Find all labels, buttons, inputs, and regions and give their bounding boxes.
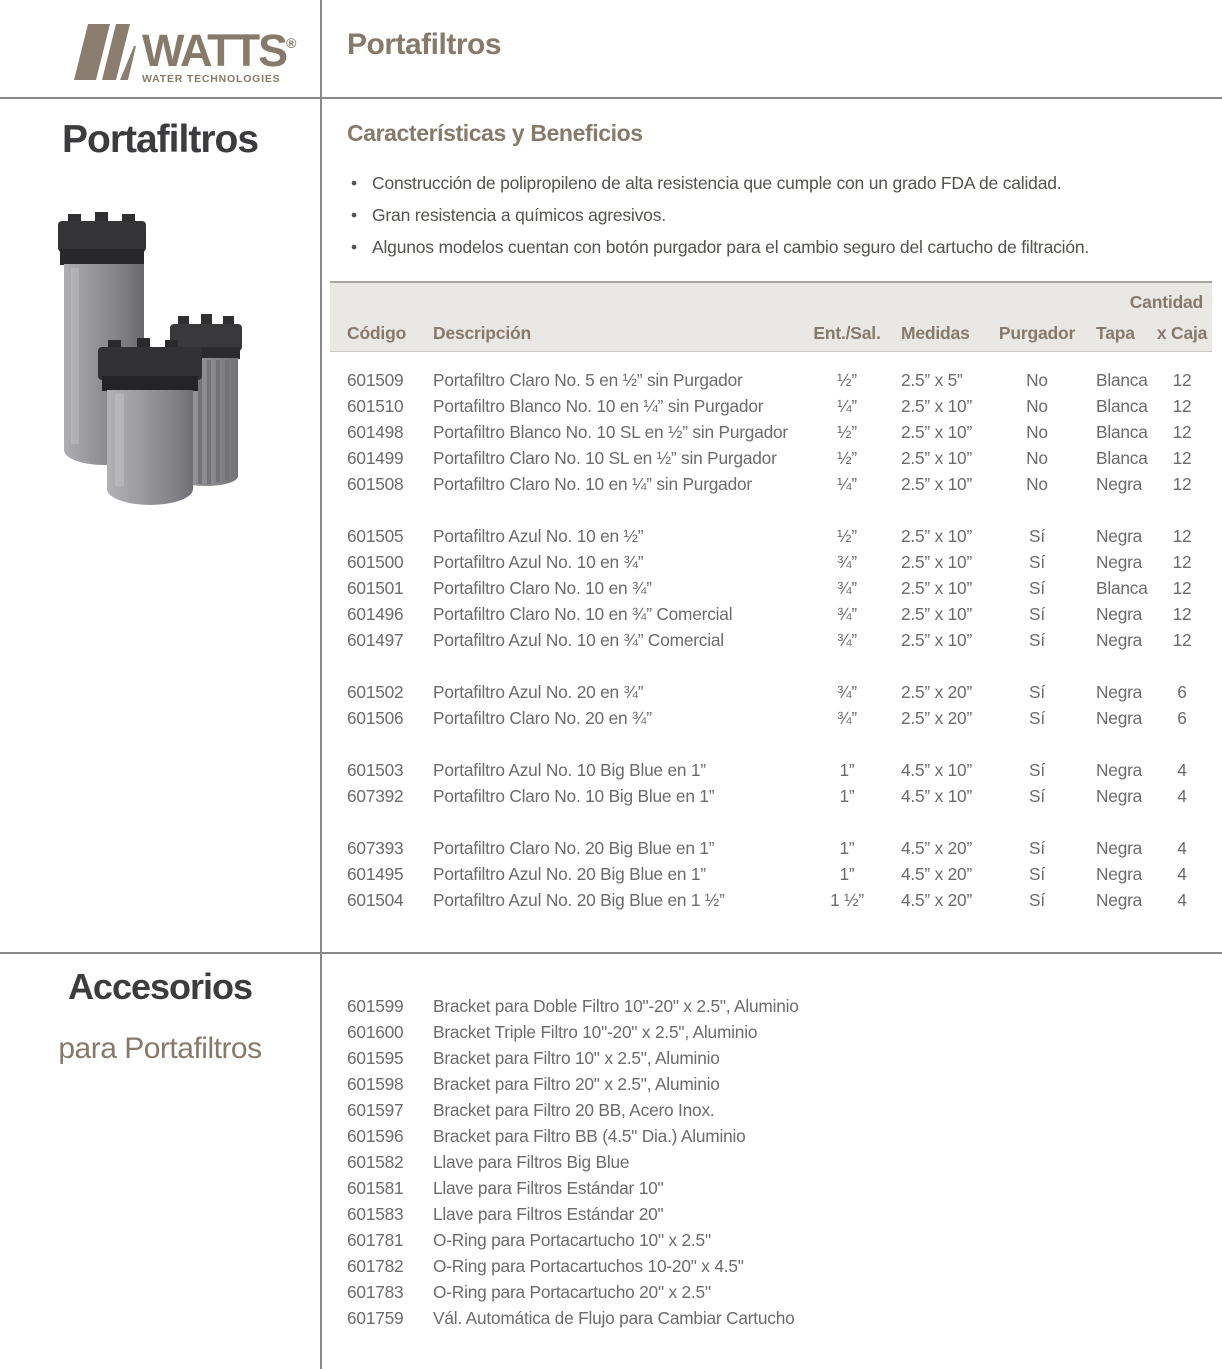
cell-dimensions: 4.5” x 20” — [901, 838, 972, 858]
header-purge: Purgador — [998, 323, 1076, 343]
accessory-code: 601782 — [347, 1256, 404, 1276]
brand-tagline: WATER TECHNOLOGIES — [142, 73, 281, 85]
sidebar-accessories-subtitle: para Portafiltros — [58, 1032, 262, 1065]
cell-code: 601498 — [347, 422, 404, 442]
cell-code: 601505 — [347, 526, 404, 546]
cell-description: Portafiltro Claro No. 10 en ¼” sin Purgador — [433, 474, 752, 494]
cell-description: Portafiltro Azul No. 10 en ¾” Comercial — [433, 630, 724, 650]
features-section — [347, 120, 1212, 263]
accessory-description: Llave para Filtros Estándar 10" — [433, 1178, 664, 1198]
cell-qty: 12 — [1172, 448, 1192, 468]
cell-dimensions: 2.5” x 10” — [901, 396, 972, 416]
cell-cap: Negra — [1096, 864, 1143, 884]
cell-qty: 12 — [1172, 604, 1192, 624]
cell-description: Portafiltro Blanco No. 10 SL en ½” sin Purgador — [433, 422, 788, 442]
accessory-code: 601596 — [347, 1126, 404, 1146]
cell-code: 601500 — [347, 552, 404, 572]
feature-bullet: • Construcción de polipropileno de alta resistencia que cumple con un grado FDA de calidad. — [347, 167, 1212, 199]
cell-dimensions: 2.5” x 20” — [901, 708, 972, 728]
cell-dimensions: 2.5” x 10” — [901, 448, 972, 468]
accessory-row — [330, 1201, 1212, 1227]
cell-description: Portafiltro Azul No. 10 en ¾” — [433, 552, 644, 572]
cell-purge: Sí — [1029, 760, 1045, 780]
header-qty-line2: x Caja — [1156, 323, 1208, 343]
accessory-description: Bracket para Filtro BB (4.5" Dia.) Aluminio — [433, 1126, 746, 1146]
cell-description: Portafiltro Claro No. 10 en ¾” Comercial — [433, 604, 733, 624]
cell-code: 607393 — [347, 838, 404, 858]
accessory-code: 601582 — [347, 1152, 404, 1172]
accessory-code: 601783 — [347, 1282, 404, 1302]
accessory-row — [330, 1149, 1212, 1175]
cell-cap: Negra — [1096, 552, 1143, 572]
accessory-row — [330, 1253, 1212, 1279]
cell-description: Portafiltro Azul No. 20 en ¾” — [433, 682, 644, 702]
accessory-code: 601599 — [347, 996, 404, 1016]
accessories-list — [330, 993, 1212, 1331]
cell-qty: 12 — [1172, 630, 1192, 650]
table-row — [330, 471, 1212, 497]
cell-cap: Negra — [1096, 760, 1143, 780]
cell-code: 601495 — [347, 864, 404, 884]
cell-dimensions: 2.5” x 10” — [901, 526, 972, 546]
product-group — [330, 757, 1212, 809]
cell-dimensions: 2.5” x 20” — [901, 682, 972, 702]
table-row — [330, 419, 1212, 445]
cell-purge: No — [1026, 422, 1048, 442]
accessory-row — [330, 1175, 1212, 1201]
cell-description: Portafiltro Blanco No. 10 en ¼” sin Purgador — [433, 396, 764, 416]
cell-cap: Negra — [1096, 630, 1143, 650]
accessory-code: 601583 — [347, 1204, 404, 1224]
accessory-code: 601759 — [347, 1308, 404, 1328]
cell-code: 601496 — [347, 604, 404, 624]
accessory-description: O-Ring para Portacartuchos 10-20" x 4.5" — [433, 1256, 744, 1276]
table-row — [330, 601, 1212, 627]
accessory-description: Bracket para Filtro 20 BB, Acero Inox. — [433, 1100, 715, 1120]
cell-code: 601506 — [347, 708, 404, 728]
cell-purge: No — [1026, 474, 1048, 494]
cell-purge: Sí — [1029, 630, 1045, 650]
cell-cap: Negra — [1096, 526, 1143, 546]
table-row — [330, 757, 1212, 783]
accessory-code: 601581 — [347, 1178, 404, 1198]
accessory-description: Bracket para Filtro 20" x 2.5", Aluminio — [433, 1074, 720, 1094]
cell-cap: Negra — [1096, 474, 1143, 494]
cell-cap: Negra — [1096, 708, 1143, 728]
table-row — [330, 445, 1212, 471]
cell-description: Portafiltro Claro No. 20 en ¾” — [433, 708, 652, 728]
cell-description: Portafiltro Claro No. 10 en ¾” — [433, 578, 652, 598]
cell-cap: Negra — [1096, 890, 1143, 910]
cell-inlet-outlet: ¾” — [837, 578, 857, 598]
accessory-code: 601597 — [347, 1100, 404, 1120]
table-row — [330, 367, 1212, 393]
cell-purge: Sí — [1029, 890, 1045, 910]
accessory-row — [330, 1227, 1212, 1253]
watts-logo-text-block — [142, 22, 296, 85]
cell-purge: No — [1026, 448, 1048, 468]
cell-dimensions: 2.5” x 10” — [901, 604, 972, 624]
accessory-description: Bracket Triple Filtro 10"-20" x 2.5", Aluminio — [433, 1022, 758, 1042]
cell-code: 601502 — [347, 682, 404, 702]
table-row — [330, 523, 1212, 549]
cell-dimensions: 2.5” x 10” — [901, 422, 972, 442]
cell-code: 601509 — [347, 370, 404, 390]
cell-qty: 6 — [1177, 708, 1187, 728]
cell-qty: 4 — [1177, 890, 1187, 910]
feature-bullet: • Algunos modelos cuentan con botón purgador para el cambio seguro del cartucho de filtración. — [347, 231, 1212, 263]
cell-purge: Sí — [1029, 864, 1045, 884]
accessory-row — [330, 1305, 1212, 1331]
cell-purge: Sí — [1029, 786, 1045, 806]
medium-housing — [98, 338, 202, 505]
cell-qty: 4 — [1177, 838, 1187, 858]
cell-purge: Sí — [1029, 604, 1045, 624]
brand-name — [142, 22, 297, 76]
cell-qty: 12 — [1172, 370, 1192, 390]
cell-qty: 6 — [1177, 682, 1187, 702]
product-group — [330, 523, 1212, 653]
table-header-band — [330, 281, 1212, 352]
cell-dimensions: 2.5” x 10” — [901, 630, 972, 650]
cell-inlet-outlet: ¾” — [837, 630, 857, 650]
accessory-code: 601600 — [347, 1022, 404, 1042]
cell-cap: Blanca — [1096, 370, 1148, 390]
cell-inlet-outlet: ½” — [837, 422, 857, 442]
cell-dimensions: 2.5” x 10” — [901, 552, 972, 572]
sidebar-product-title: Portafiltros — [61, 118, 259, 161]
header-dimensions: Medidas — [901, 323, 970, 343]
page-title: Portafiltros — [347, 28, 502, 61]
features-title: Características y Beneficios — [347, 120, 643, 146]
cell-qty: 12 — [1172, 578, 1192, 598]
cell-dimensions: 4.5” x 10” — [901, 760, 972, 780]
cell-purge: Sí — [1029, 552, 1045, 572]
cell-purge: No — [1026, 370, 1048, 390]
product-group — [330, 679, 1212, 731]
cell-inlet-outlet: 1” — [839, 786, 855, 806]
accessory-description: Bracket para Filtro 10" x 2.5", Aluminio — [433, 1048, 720, 1068]
cell-inlet-outlet: ¾” — [837, 552, 857, 572]
cell-code: 607392 — [347, 786, 404, 806]
cell-dimensions: 2.5” x 10” — [901, 578, 972, 598]
cell-cap: Negra — [1096, 838, 1143, 858]
cell-code: 601501 — [347, 578, 404, 598]
cell-inlet-outlet: ½” — [837, 448, 857, 468]
cell-cap: Negra — [1096, 604, 1143, 624]
cell-inlet-outlet: ½” — [837, 526, 857, 546]
cell-code: 601499 — [347, 448, 404, 468]
registered-mark: ® — [286, 35, 297, 51]
cell-inlet-outlet: ¼” — [837, 474, 857, 494]
cell-purge: Sí — [1029, 526, 1045, 546]
cell-cap: Negra — [1096, 682, 1143, 702]
accessory-code: 601598 — [347, 1074, 404, 1094]
cell-inlet-outlet: 1 ½” — [830, 890, 864, 910]
table-header-row — [330, 323, 1212, 344]
header-inlet-outlet: Ent./Sal. — [813, 323, 881, 343]
accessory-description: Bracket para Doble Filtro 10"-20" x 2.5", Aluminio — [433, 996, 799, 1016]
cell-inlet-outlet: ¼” — [837, 396, 857, 416]
cell-inlet-outlet: 1” — [839, 838, 855, 858]
cell-inlet-outlet: ½” — [837, 370, 857, 390]
cell-qty: 12 — [1172, 396, 1192, 416]
filter-housings-image — [50, 212, 250, 512]
cell-inlet-outlet: ¾” — [837, 604, 857, 624]
watts-logo — [72, 22, 296, 85]
cell-description: Portafiltro Claro No. 20 Big Blue en 1” — [433, 838, 715, 858]
accessory-description: Vál. Automática de Flujo para Cambiar Cartucho — [433, 1308, 795, 1328]
cell-dimensions: 2.5” x 5” — [901, 370, 963, 390]
header-cap: Tapa — [1096, 323, 1135, 343]
accessory-description: Llave para Filtros Big Blue — [433, 1152, 630, 1172]
cell-qty: 4 — [1177, 786, 1187, 806]
accessory-row — [330, 993, 1212, 1019]
cell-cap: Blanca — [1096, 396, 1148, 416]
cell-description: Portafiltro Claro No. 10 Big Blue en 1” — [433, 786, 715, 806]
cell-code: 601497 — [347, 630, 404, 650]
cell-cap: Blanca — [1096, 422, 1148, 442]
cell-purge: Sí — [1029, 578, 1045, 598]
cell-code: 601503 — [347, 760, 404, 780]
features-list — [347, 167, 1212, 263]
cell-code: 601510 — [347, 396, 404, 416]
accessory-row — [330, 1279, 1212, 1305]
accessory-description: Llave para Filtros Estándar 20" — [433, 1204, 664, 1224]
cell-dimensions: 4.5” x 20” — [901, 864, 972, 884]
cell-qty: 4 — [1177, 760, 1187, 780]
accessory-row — [330, 1123, 1212, 1149]
table-row — [330, 549, 1212, 575]
accessory-description: O-Ring para Portacartucho 10" x 2.5" — [433, 1230, 711, 1250]
cell-purge: Sí — [1029, 682, 1045, 702]
cell-dimensions: 4.5” x 20” — [901, 890, 972, 910]
cell-description: Portafiltro Azul No. 20 Big Blue en 1 ½” — [433, 890, 725, 910]
table-row — [330, 679, 1212, 705]
cell-description: Portafiltro Claro No. 10 SL en ½” sin Purgador — [433, 448, 777, 468]
cell-description: Portafiltro Claro No. 5 en ½” sin Purgador — [433, 370, 743, 390]
cell-inlet-outlet: ¾” — [837, 708, 857, 728]
table-row — [330, 861, 1212, 887]
watts-logo-mark-icon — [72, 24, 136, 80]
cell-description: Portafiltro Azul No. 10 en ½” — [433, 526, 644, 546]
accessory-code: 601595 — [347, 1048, 404, 1068]
cell-dimensions: 4.5” x 10” — [901, 786, 972, 806]
table-row — [330, 887, 1212, 913]
cell-purge: Sí — [1029, 838, 1045, 858]
feature-bullet: • Gran resistencia a químicos agresivos. — [347, 199, 1212, 231]
cell-code: 601508 — [347, 474, 404, 494]
cell-purge: Sí — [1029, 708, 1045, 728]
cell-description: Portafiltro Azul No. 10 Big Blue en 1” — [433, 760, 706, 780]
cell-dimensions: 2.5” x 10” — [901, 474, 972, 494]
accessory-code: 601781 — [347, 1230, 404, 1250]
accessory-row — [330, 1045, 1212, 1071]
cell-cap: Blanca — [1096, 578, 1148, 598]
table-row — [330, 393, 1212, 419]
table-row — [330, 575, 1212, 601]
header-code: Código — [347, 323, 407, 343]
cell-qty: 12 — [1172, 526, 1192, 546]
cell-code: 601504 — [347, 890, 404, 910]
cell-inlet-outlet: 1” — [839, 864, 855, 884]
table-row — [330, 705, 1212, 731]
header-description: Descripción — [433, 323, 531, 343]
cell-purge: No — [1026, 396, 1048, 416]
cell-cap: Blanca — [1096, 448, 1148, 468]
cell-qty: 12 — [1172, 552, 1192, 572]
product-group — [330, 835, 1212, 913]
cell-qty: 4 — [1177, 864, 1187, 884]
masthead-divider — [0, 97, 1222, 99]
cell-description: Portafiltro Azul No. 20 Big Blue en 1” — [433, 864, 706, 884]
accessory-row — [330, 1019, 1212, 1045]
accessories-section-divider — [0, 952, 1222, 954]
cell-cap: Negra — [1096, 786, 1143, 806]
sidebar-accessories-title: Accesorios — [67, 966, 253, 1007]
product-table-body — [330, 353, 1212, 913]
brand-name-text: WATTS — [142, 25, 287, 76]
accessory-description: O-Ring para Portacartucho 20" x 2.5" — [433, 1282, 711, 1302]
cell-inlet-outlet: 1” — [839, 760, 855, 780]
table-row — [330, 627, 1212, 653]
accessory-row — [330, 1071, 1212, 1097]
qty-header-line1: Cantidad — [1129, 292, 1203, 312]
cell-qty: 12 — [1172, 422, 1192, 442]
cell-inlet-outlet: ¾” — [837, 682, 857, 702]
cell-qty: 12 — [1172, 474, 1192, 494]
column-divider — [320, 0, 322, 1369]
product-group — [330, 367, 1212, 497]
table-row — [330, 835, 1212, 861]
accessory-row — [330, 1097, 1212, 1123]
table-row — [330, 783, 1212, 809]
